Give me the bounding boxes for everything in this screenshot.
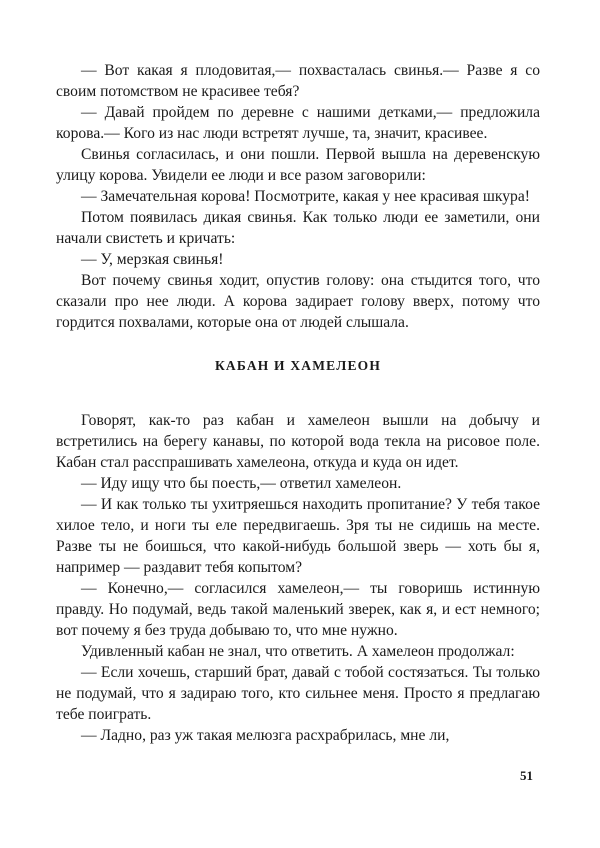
story-paragraph: — Давай пройдем по деревне с нашими детками,— предложила корова.— Кого из нас люди встретят лучше, та, значит, красивее.: [56, 104, 540, 142]
page-body: [56, 60, 540, 746]
story-paragraph: — И как только ты ухитряешься находить пропитание? У тебя такое хилое тело, и ноги ты еле передвигаешь. Зря ты не сидишь на месте. Разве ты не боишься, что какой-нибудь большой зверь — хоть бы я, например — раздавит тебя копытом?: [56, 496, 540, 576]
story-paragraph: Удивленный кабан не знал, что ответить. А хамелеон продолжал:: [81, 643, 515, 660]
story-paragraph: — Конечно,— согласился хамелеон,— ты говоришь истинную правду. Но подумай, ведь такой маленький зверек, как я, и ест немного; вот почему я без труда добываю то, что мне нужно.: [56, 580, 540, 639]
story-paragraph: Говорят, как-то раз кабан и хамелеон вышли на добычу и встретились на берегу канавы, по которой вода текла на рисовое поле. Кабан стал расспрашивать хамелеона, откуда и куда он идет.: [56, 412, 540, 471]
story-paragraph: — У, мерзкая свинья!: [81, 251, 224, 268]
page-number: 51: [520, 768, 533, 783]
story-paragraph: Свинья согласилась, и они пошли. Первой вышла на деревенскую улицу корова. Увидели ее люди и все разом заговорили:: [56, 146, 540, 184]
story-paragraph: — Замечательная корова! Посмотрите, какая у нее красивая шкура!: [81, 188, 530, 205]
story-paragraph: — Иду ищу что бы поесть,— ответил хамелеон.: [81, 475, 402, 492]
story-paragraph: — Если хочешь, старший брат, давай с тобой состязаться. Ты только не подумай, что я задираю того, кто сильнее меня. Просто я предлагаю тебе поиграть.: [56, 664, 540, 723]
story-paragraph: Вот почему свинья ходит, опустив голову: она стыдится того, что сказали про нее люди. А корова задирает голову вверх, потому что гордится похвалами, которые она от людей слышала.: [56, 272, 540, 331]
story-paragraph: — Вот какая я плодовитая,— похвасталась свинья.— Разве я со своим потомством не красивее тебя?: [56, 62, 540, 100]
story-paragraph: Потом появилась дикая свинья. Как только люди ее заметили, они начали свистеть и кричать:: [56, 209, 540, 247]
story-title: КАБАН И ХАМЕЛЕОН: [214, 358, 382, 373]
story-paragraph: — Ладно, раз уж такая мелюзга расхрабрилась, мне ли,: [81, 727, 450, 744]
